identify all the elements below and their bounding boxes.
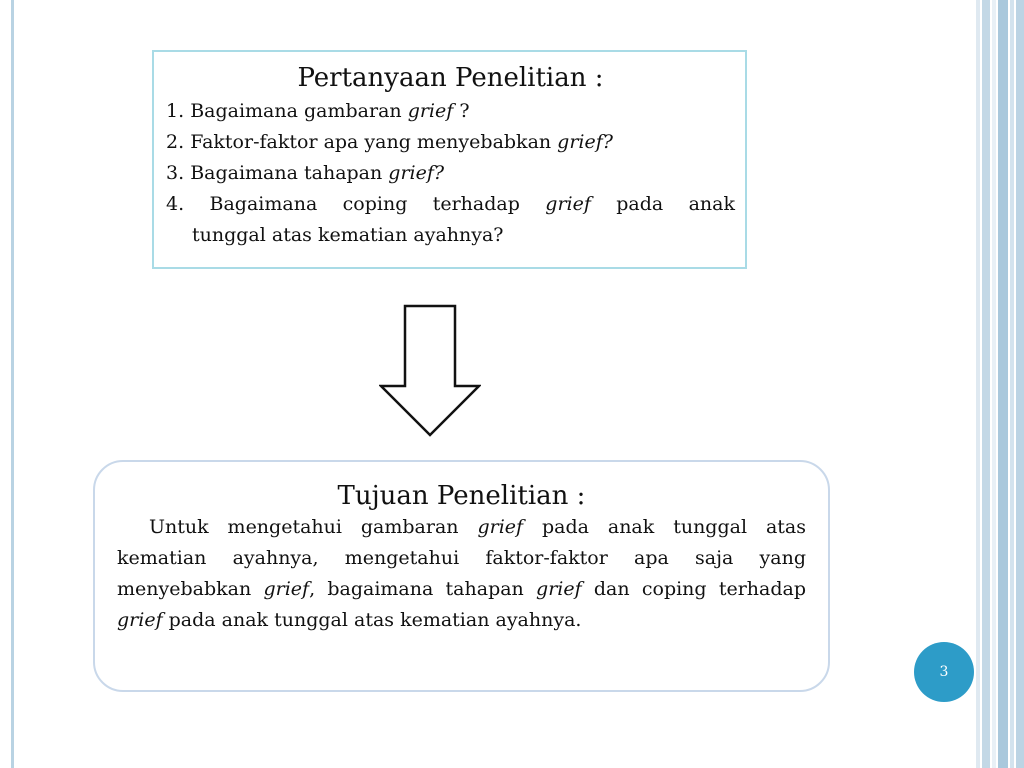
page-number-badge: 3 <box>914 642 974 702</box>
research-questions-box <box>152 50 747 269</box>
question-item-2: 2. Faktor-faktor apa yang menyebabkan grief? <box>166 131 613 153</box>
question-item-3: 3. Bagaimana tahapan grief? <box>166 162 445 184</box>
research-goal-text: Untuk mengetahui gambaran grief pada anak tunggal atas kematian ayahnya, mengetahui faktor-faktor apa saja yang menyebabkan grief, bagaimana tahapan grief dan coping terhadap grief pada anak tunggal atas kematian ayahnya. <box>117 516 806 631</box>
question-item-4-continuation: tunggal atas kematian ayahnya? <box>192 224 504 246</box>
right-decorative-stripes <box>976 0 1024 768</box>
left-accent-line <box>11 0 14 768</box>
down-arrow-icon <box>379 304 481 438</box>
research-goal-title: Tujuan Penelitian : <box>337 481 586 511</box>
question-item-4: 4. Bagaimana coping terhadap grief pada anak <box>166 193 736 215</box>
research-questions-title: Pertanyaan Penelitian : <box>297 63 604 93</box>
research-goal-box <box>93 460 830 692</box>
question-item-1: 1. Bagaimana gambaran grief ? <box>166 100 470 122</box>
